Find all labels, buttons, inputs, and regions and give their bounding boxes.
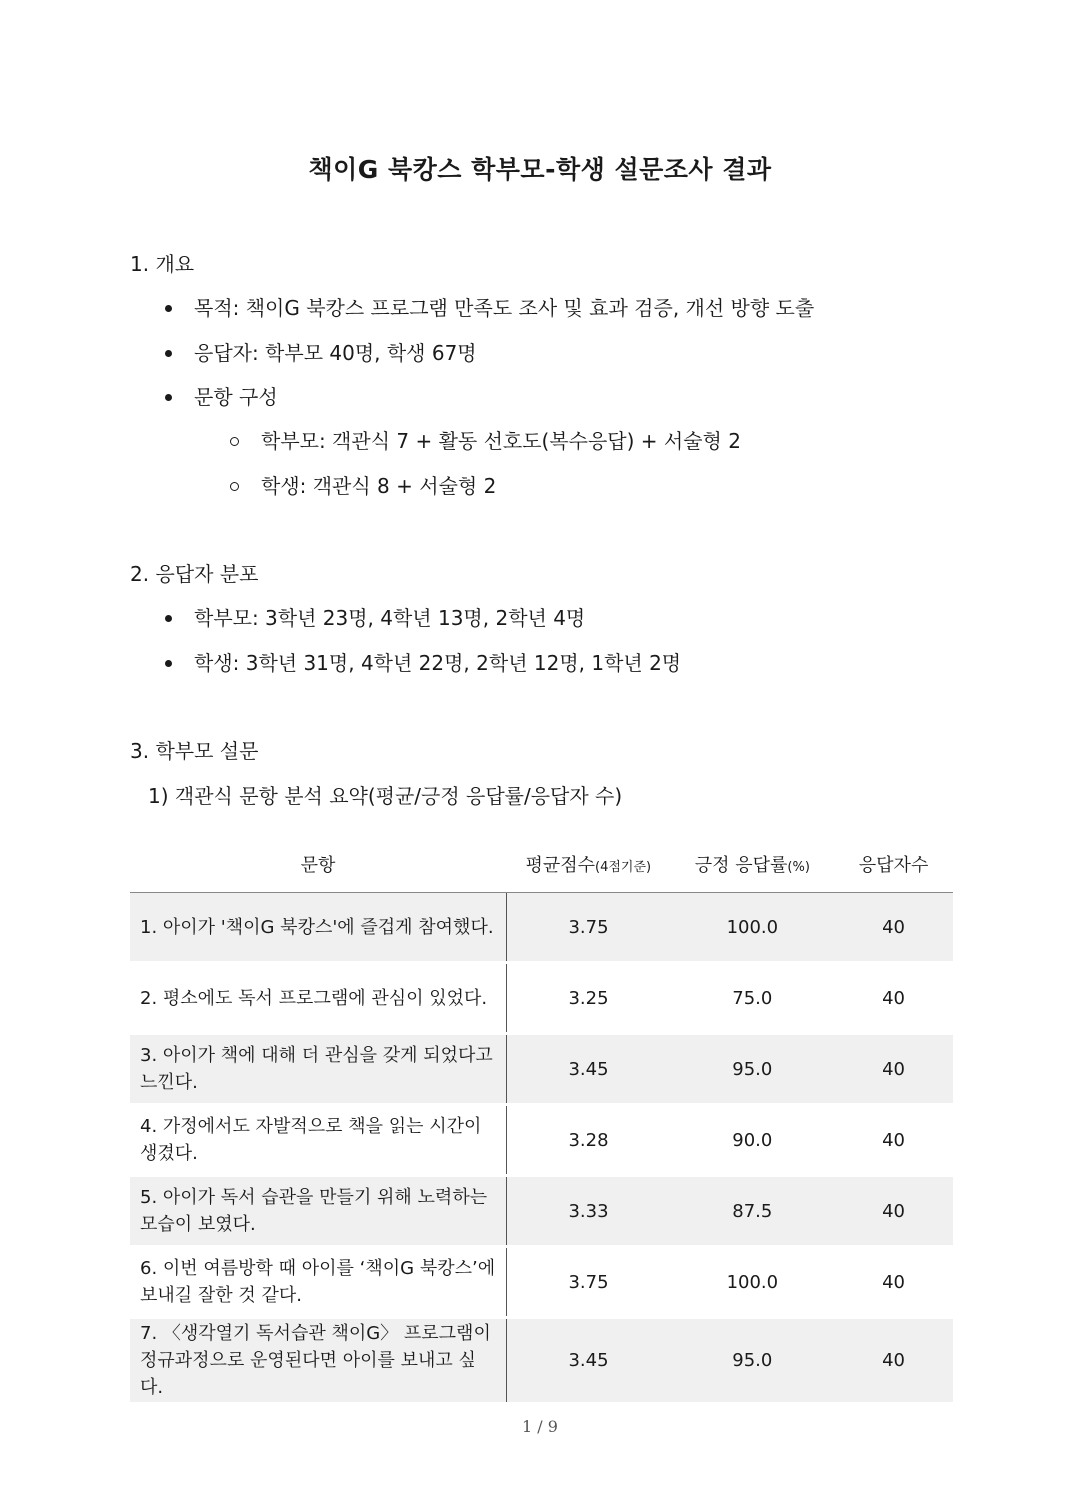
bullet-text: 응답자: 학부모 40명, 학생 67명 [194,341,477,365]
cell-question: 5. 아이가 독서 습관을 만들기 위해 노력하는 모습이 보였다. [130,1176,506,1247]
cell-respondent-count: 40 [834,1034,953,1105]
bullet-student-distribution [165,647,681,676]
cell-average: 3.25 [506,963,670,1034]
bullet-respondents [165,337,477,366]
cell-respondent-count: 40 [834,893,953,963]
bullet-dot [165,350,172,357]
sub-bullet-parents [230,425,741,454]
table-row [130,1105,953,1176]
cell-question: 7. 〈생각열기 독서습관 책이G〉 프로그램이 정규과정으로 운영된다면 아이를 보내고 싶다. [130,1318,506,1404]
bullet-dot [165,305,172,312]
header-respondent-count: 응답자수 [834,836,953,893]
cell-average: 3.28 [506,1105,670,1176]
section-heading-distribution: 2. 응답자 분포 [130,562,259,586]
cell-positive-rate: 100.0 [671,1247,835,1318]
sub-bullet-text: 학부모: 객관식 7 + 활동 선호도(복수응답) + 서술형 2 [261,429,741,453]
table-row [130,893,953,963]
header-positive-rate [671,836,835,893]
table-row [130,1247,953,1318]
bullet-text: 문항 구성 [194,385,278,409]
bullet-dot [165,394,172,401]
bullet-text: 학부모: 3학년 23명, 4학년 13명, 2학년 4명 [194,606,586,630]
header-positive-label: 긍정 응답률 [694,855,788,876]
cell-average: 3.75 [506,893,670,963]
bullet-text: 학생: 3학년 31명, 4학년 22명, 2학년 12명, 1학년 2명 [194,651,682,675]
sub-bullet-text: 학생: 객관식 8 + 서술형 2 [261,474,497,498]
cell-average: 3.45 [506,1318,670,1404]
sub-bullet-circle [230,437,239,446]
bullet-purpose [165,292,814,321]
header-average [506,836,670,893]
bullet-dot [165,615,172,622]
section-heading-parent-survey: 3. 학부모 설문 [130,739,259,763]
document-title: 책이G 북캉스 학부모-학생 설문조사 결과 [308,155,772,184]
bullet-parent-distribution [165,602,585,631]
table-row [130,1176,953,1247]
cell-average: 3.33 [506,1176,670,1247]
bullet-dot [165,660,172,667]
cell-positive-rate: 87.5 [671,1176,835,1247]
subsection-heading: 1) 객관식 문항 분석 요약(평균/긍정 응답률/응답자 수) [148,784,623,808]
cell-positive-rate: 95.0 [671,1318,835,1404]
cell-question: 3. 아이가 책에 대해 더 관심을 갖게 되었다고 느낀다. [130,1034,506,1105]
header-question: 문항 [130,836,506,893]
table-row [130,1318,953,1404]
cell-respondent-count: 40 [834,1176,953,1247]
header-average-note: (4점기준) [595,860,652,875]
section-heading-overview: 1. 개요 [130,252,195,276]
cell-positive-rate: 95.0 [671,1034,835,1105]
cell-question: 6. 이번 여름방학 때 아이를 ‘책이G 북캉스’에 보내길 잘한 것 같다. [130,1247,506,1318]
cell-respondent-count: 40 [834,963,953,1034]
cell-respondent-count: 40 [834,1318,953,1404]
sub-bullet-circle [230,482,239,491]
bullet-text: 목적: 책이G 북캉스 프로그램 만족도 조사 및 효과 검증, 개선 방향 도출 [194,296,815,320]
cell-respondent-count: 40 [834,1105,953,1176]
cell-average: 3.45 [506,1034,670,1105]
cell-positive-rate: 75.0 [671,963,835,1034]
cell-positive-rate: 90.0 [671,1105,835,1176]
cell-question: 4. 가정에서도 자발적으로 책을 읽는 시간이 생겼다. [130,1105,506,1176]
table-row [130,963,953,1034]
cell-question: 1. 아이가 '책이G 북캉스'에 즐겁게 참여했다. [130,893,506,963]
survey-results-table [130,836,953,1405]
bullet-item-composition [165,381,278,410]
table-header-row [130,836,953,893]
cell-question: 2. 평소에도 독서 프로그램에 관심이 있었다. [130,963,506,1034]
table-row [130,1034,953,1105]
sub-bullet-students [230,470,496,499]
cell-positive-rate: 100.0 [671,893,835,963]
cell-average: 3.75 [506,1247,670,1318]
cell-respondent-count: 40 [834,1247,953,1318]
header-positive-note: (%) [787,860,810,875]
header-average-label: 평균점수 [525,855,596,876]
page-number: 1 / 9 [522,1417,558,1436]
